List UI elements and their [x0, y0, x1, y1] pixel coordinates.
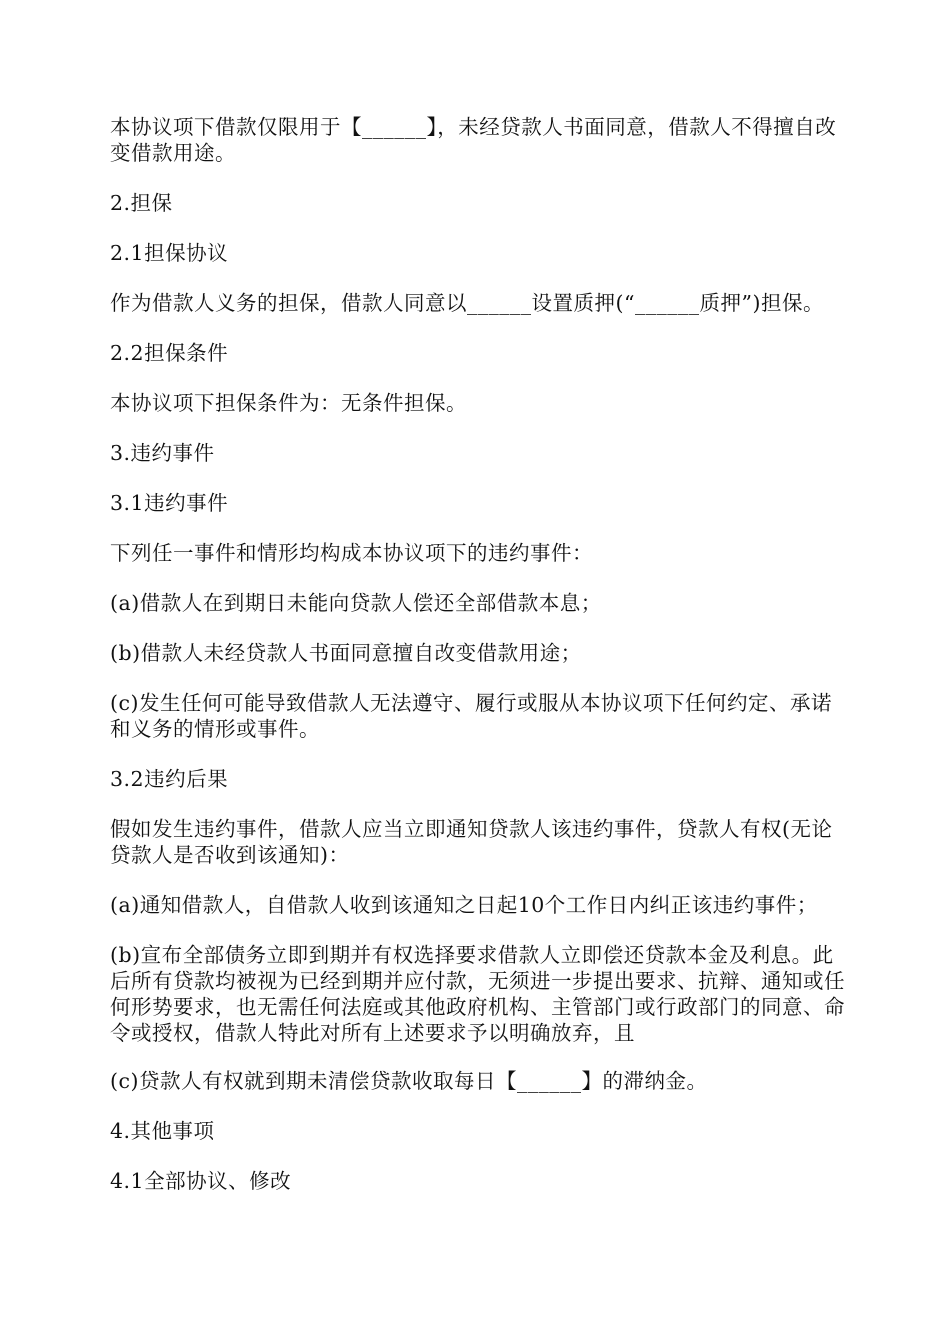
default-events-intro: 下列任一事件和情形均构成本协议项下的违约事件： [110, 541, 593, 565]
consequence-b: (b)宣布全部债务立即到期并有权选择要求借款人立即偿还贷款本金及利息。此后所有贷款均被视为已经到期并应付款，无须进一步提出要求、抗辩、通知或任何形势要求，也无需任何法庭或其他政府机构、主管部门或行政部门的同意、命令或授权，借款人特此对所有上述要求予以明确放弃，且 [110, 943, 845, 1045]
guarantee-conditions-paragraph: 本协议项下担保条件为：无条件担保。 [110, 391, 467, 415]
consequence-c: (c)贷款人有权就到期未清偿贷款收取每日【______】的滞纳金。 [110, 1069, 708, 1093]
consequence-a: (a)通知借款人，自借款人收到该通知之日起10个工作日内纠正该违约事件； [110, 893, 818, 917]
default-event-a: (a)借款人在到期日未能向贷款人偿还全部借款本息； [110, 591, 602, 615]
default-event-b: (b)借款人未经贷款人书面同意擅自改变借款用途； [110, 641, 582, 665]
subsection-heading-entire-agreement: 4.1全部协议、修改 [110, 1169, 292, 1193]
subsection-heading-guarantee-conditions: 2.2担保条件 [110, 341, 229, 365]
default-consequences-intro: 假如发生违约事件，借款人应当立即通知贷款人该违约事件，贷款人有权(无论贷款人是否收到该通知)： [110, 817, 833, 867]
guarantee-agreement-paragraph: 作为借款人义务的担保，借款人同意以______设置质押(“______质押”)担保。 [110, 291, 824, 315]
section-heading-other-matters: 4.其他事项 [110, 1119, 215, 1143]
section-heading-guarantee: 2.担保 [110, 191, 173, 215]
subsection-heading-guarantee-agreement: 2.1担保协议 [110, 241, 229, 265]
section-heading-default-events: 3.违约事件 [110, 441, 215, 465]
subsection-heading-default-consequences: 3.2违约后果 [110, 767, 229, 791]
default-event-c: (c)发生任何可能导致借款人无法遵守、履行或服从本协议项下任何约定、承诺和义务的情形或事件。 [110, 691, 832, 741]
subsection-heading-default-events: 3.1违约事件 [110, 491, 229, 515]
document-body [110, 114, 845, 1194]
purpose-paragraph: 本协议项下借款仅限用于【______】，未经贷款人书面同意，借款人不得擅自改变借款用途。 [110, 115, 837, 165]
